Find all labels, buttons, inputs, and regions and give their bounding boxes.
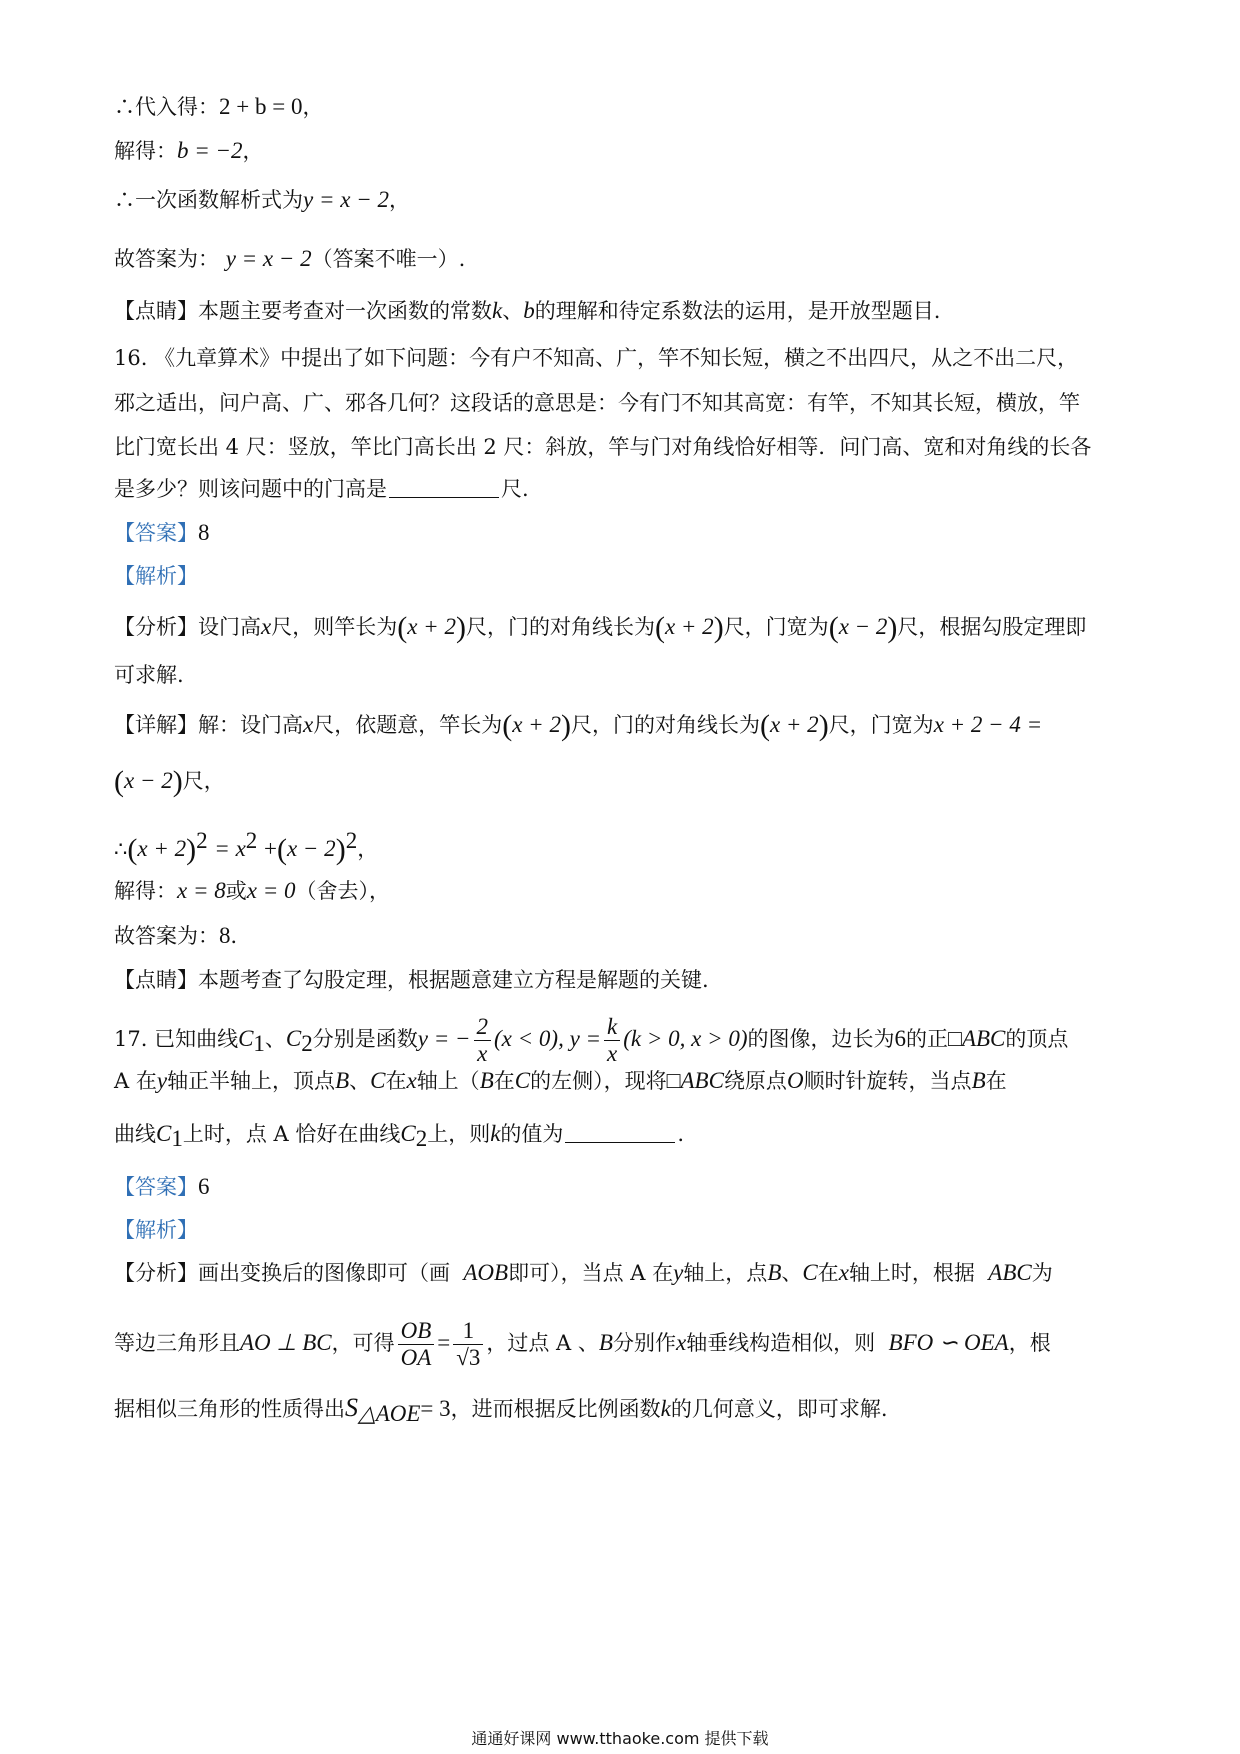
text: 的图像，边长为 (747, 1027, 895, 1051)
comment-tag: 【点睛】 (114, 968, 198, 992)
text: 分别是函数 (312, 1027, 418, 1051)
q17-analysis-line-3 (114, 1393, 1134, 1429)
text: 轴垂线构造相似，则 (686, 1331, 876, 1355)
text: 本题考查了勾股定理，根据题意建立方程是解题的关键. (198, 968, 709, 992)
math-var: C (400, 1121, 416, 1146)
math-expr: x − 2 (838, 614, 888, 639)
math-expr: x + 2 − 4 = (933, 712, 1043, 737)
text: 轴上时，根据 (848, 1261, 975, 1285)
math-expr: x + 2 (664, 614, 714, 639)
paren: ) (887, 611, 898, 644)
math-expr: BFO ∽ OEA (888, 1330, 1009, 1355)
text: 上，则 (427, 1122, 491, 1146)
text: 、 (502, 299, 524, 323)
math-expr: (k > 0, x > 0) (623, 1026, 748, 1051)
text: 轴上（ (416, 1069, 480, 1093)
text: 尺，门宽为 (723, 615, 829, 639)
text: ∴代入得： (114, 95, 219, 119)
numerator: k (604, 1014, 620, 1041)
text: 的左侧），现将 (530, 1069, 667, 1093)
paren: ) (186, 833, 197, 866)
math-var: B (479, 1068, 494, 1093)
q16-analysis-line-2: 可求解. (114, 663, 184, 687)
text: 尺，依题意，竿长为 (313, 713, 503, 737)
fraction (453, 1318, 483, 1371)
math-expr: x + 2 (512, 712, 561, 737)
math-var: b (523, 298, 535, 323)
math-expr: x = 8 (177, 878, 226, 903)
analysis-label: 【分析】 (114, 1261, 198, 1285)
text: 解得： (114, 139, 177, 163)
math-expr: AOB (463, 1260, 509, 1285)
text: 据相似三角形的性质得出 (114, 1397, 345, 1421)
q16-analysis-tag (114, 561, 1134, 591)
answer-blank (389, 475, 499, 498)
math-var: x (303, 712, 314, 737)
math-var: C (802, 1260, 818, 1285)
line-function (114, 185, 1134, 215)
paren: ) (713, 611, 724, 644)
paren: ( (759, 709, 770, 742)
analysis-tag: 【解析】 (114, 1218, 198, 1242)
math-var: C (238, 1026, 254, 1051)
text: 即可），当点 A 在 (508, 1261, 674, 1285)
text: ，根 (1008, 1331, 1051, 1355)
math-var: k (660, 1396, 671, 1421)
math-var: C (285, 1026, 302, 1051)
text: 分别作 (612, 1331, 676, 1355)
math-expr: □ABC (948, 1026, 1006, 1051)
text: 的值为 (500, 1122, 564, 1146)
line-solve-b (114, 136, 1134, 166)
math-expr: AO ⊥ BC (240, 1330, 332, 1355)
math-var: B (598, 1330, 613, 1355)
text: A 在 (114, 1069, 157, 1093)
text: 、 (349, 1069, 371, 1093)
text: 顺时针旋转，当点 (803, 1069, 972, 1093)
paren: ) (172, 765, 183, 798)
math-expr: = x (214, 836, 246, 861)
q17-answer (114, 1172, 1134, 1202)
text: ，可得 (331, 1331, 395, 1355)
text: 尺，门宽为 (828, 713, 934, 737)
math-var: B (971, 1068, 986, 1093)
text: 轴正半轴上，顶点 (167, 1069, 336, 1093)
analysis-tag: 【解析】 (114, 564, 198, 588)
math-var: O (786, 1068, 804, 1093)
text: 画出变换后的图像即可（画 (198, 1261, 450, 1285)
text: 或 (225, 879, 247, 903)
analysis-label: 【分析】 (114, 615, 198, 639)
paren: ( (397, 611, 408, 644)
denominator: OA (400, 1345, 432, 1370)
text: 尺. (501, 477, 529, 501)
line-substitute (114, 92, 1134, 122)
text: 为 (1031, 1261, 1053, 1285)
denominator: x (607, 1041, 618, 1066)
math-var: C (156, 1121, 172, 1146)
math-expr: x − 2 (286, 836, 336, 861)
q17-analysis-line-1 (114, 1258, 1134, 1288)
paren: ( (654, 611, 665, 644)
page-footer: 通通好课网 www.tthaoke.com 提供下载 (471, 1729, 769, 1748)
text: ， (302, 95, 324, 119)
denominator: x (477, 1041, 488, 1066)
text: 17. 已知曲线 (114, 1027, 239, 1051)
q17-analysis-tag (114, 1215, 1134, 1245)
text: . (677, 1122, 685, 1146)
equals-sign: = (437, 1330, 451, 1355)
exponent: 2 (345, 828, 358, 853)
q16-solution (114, 876, 1134, 906)
math-expr: 8 (219, 923, 231, 948)
math-expr: x − 2 (124, 768, 173, 793)
text: ， (388, 188, 410, 212)
text: ， (242, 139, 264, 163)
text: （舍去）， (295, 879, 390, 903)
text: 本题主要考查对一次函数的常数 (198, 299, 492, 323)
answer-value: 6 (198, 1174, 210, 1199)
math-var: S (345, 1393, 358, 1422)
numerator: OB (398, 1318, 435, 1345)
text: 尺， (182, 769, 225, 793)
text: ∴一次函数解析式为 (114, 188, 303, 212)
q16-detail-line-2 (114, 766, 1134, 797)
text: 在 (385, 1069, 407, 1093)
answer-tag: 【答案】 (114, 1175, 198, 1199)
text: 设门高 (198, 615, 261, 639)
subscript: △AOE (358, 1401, 421, 1427)
text: 的顶点 (1005, 1027, 1069, 1051)
text: 轴上，点 (683, 1261, 768, 1285)
math-var: B (767, 1260, 782, 1285)
text: 上时，点 A 恰好在曲线 (182, 1122, 401, 1146)
fraction (474, 1014, 492, 1067)
math-expr: 2 + b = 0 (219, 94, 303, 119)
math-var: B (335, 1068, 350, 1093)
math-expr: x = 0 (246, 878, 296, 903)
comment-tag: 【点睛】 (114, 299, 198, 323)
q17-analysis-line-2 (114, 1318, 1134, 1371)
text: 尺，门的对角线长为 (465, 615, 655, 639)
answer-tag: 【答案】 (114, 521, 198, 545)
q17-line-1 (114, 1014, 1134, 1067)
text: 尺，根据勾股定理即 (897, 615, 1087, 639)
q16-line-4 (114, 474, 1134, 504)
text: 、 (264, 1027, 286, 1051)
line-comment (114, 296, 1134, 326)
math-var: x (261, 614, 272, 639)
math-var: C (514, 1068, 531, 1093)
paren: ) (560, 709, 571, 742)
text: 是多少？则该问题中的门高是 (114, 477, 387, 501)
answer-blank (565, 1120, 675, 1143)
numerator: 1 (453, 1318, 483, 1345)
paren: ( (114, 765, 124, 798)
math-var: k (490, 1121, 501, 1146)
math-expr: = 3 (420, 1396, 451, 1421)
text: 、 (781, 1261, 803, 1285)
math-expr: x + 2 (407, 614, 456, 639)
text: 曲线 (114, 1122, 156, 1146)
q17-line-3 (114, 1119, 1134, 1154)
text: 的理解和待定系数法的运用，是开放型题目. (534, 299, 941, 323)
text: 故答案为： (114, 924, 219, 948)
q16-detail-line-1 (114, 710, 1134, 741)
math-expr: y = x − 2 (303, 187, 389, 212)
text: 尺，则竿长为 (271, 615, 398, 639)
subscript: 1 (253, 1031, 265, 1057)
q16-answer (114, 518, 1134, 548)
math-op: + (263, 836, 277, 861)
text: ，过点 A 、 (486, 1331, 599, 1355)
fraction (604, 1014, 620, 1067)
text: 解：设门高 (198, 713, 303, 737)
text: 绕原点 (723, 1069, 787, 1093)
paren: ) (335, 833, 346, 866)
math-expr: x + 2 (137, 836, 187, 861)
exponent: 2 (196, 828, 208, 853)
text: 故答案为： (114, 247, 219, 271)
math-var: C (370, 1068, 386, 1093)
math-expr: ABC (988, 1260, 1032, 1285)
math-expr: y = x − 2 (225, 246, 312, 271)
math-expr: y = − (417, 1026, 471, 1051)
text: 等边三角形且 (114, 1331, 240, 1355)
math-var: x (675, 1330, 687, 1355)
math-num: 6 (894, 1026, 907, 1051)
q16-line-1: 16. 《九章算术》中提出了如下问题：今有户不知高、广，竿不知长短，横之不出四尺，从之不出二尺， (114, 346, 1079, 370)
paren: ) (818, 709, 829, 742)
q16-equation (114, 826, 1134, 865)
text: 在 (493, 1069, 515, 1093)
math-var: y (156, 1068, 168, 1093)
math-expr: (x < 0), y = (494, 1026, 602, 1051)
exponent: 2 (245, 828, 258, 853)
q16-line-2: 邪之适出，问户高、广、邪各几何？这段话的意思是：今有门不知其高宽：有竿，不知其长短，横放，竿 (114, 391, 1080, 415)
text: ，进而根据反比例函数 (450, 1397, 661, 1421)
text: 在 (817, 1261, 839, 1285)
q17-line-2 (114, 1066, 1134, 1096)
math-expr: x + 2 (769, 712, 819, 737)
subscript: 1 (171, 1126, 183, 1152)
q16-comment (114, 965, 1134, 995)
math-var: x (838, 1260, 849, 1285)
paren: ( (127, 833, 138, 866)
numerator: 2 (474, 1014, 492, 1041)
q16-analysis-line-1 (114, 612, 1134, 643)
text: 的正 (906, 1027, 949, 1051)
answer-value: 8 (198, 520, 210, 545)
math-expr: □ABC (666, 1068, 724, 1093)
line-answer (114, 244, 1134, 274)
math-expr: b = −2 (177, 138, 243, 163)
text: （答案不唯一）. (311, 247, 466, 271)
text: 在 (985, 1069, 1007, 1093)
q16-final (114, 921, 1134, 951)
q16-line-3: 比门宽长出 4 尺：竖放，竿比门高长出 2 尺：斜放，竿与门对角线恰好相等．问门高、宽和对角线的长各 (114, 435, 1092, 459)
text: ． (230, 924, 252, 948)
subscript: 2 (415, 1126, 428, 1152)
paren: ( (828, 611, 839, 644)
subscript: 2 (301, 1031, 313, 1057)
paren: ) (455, 611, 466, 644)
fraction (398, 1318, 435, 1371)
text: ， (357, 837, 379, 861)
text: 尺，门的对角线长为 (570, 713, 760, 737)
math-var: y (673, 1260, 684, 1285)
text: ∴ (114, 837, 128, 861)
math-var: k (492, 298, 503, 323)
text: 解得： (114, 879, 177, 903)
denominator: √3 (456, 1345, 481, 1370)
paren: ( (502, 709, 513, 742)
paren: ( (276, 833, 287, 866)
math-var: x (406, 1068, 417, 1093)
text: 的几何意义，即可求解. (670, 1397, 888, 1421)
detail-label: 【详解】 (114, 713, 198, 737)
